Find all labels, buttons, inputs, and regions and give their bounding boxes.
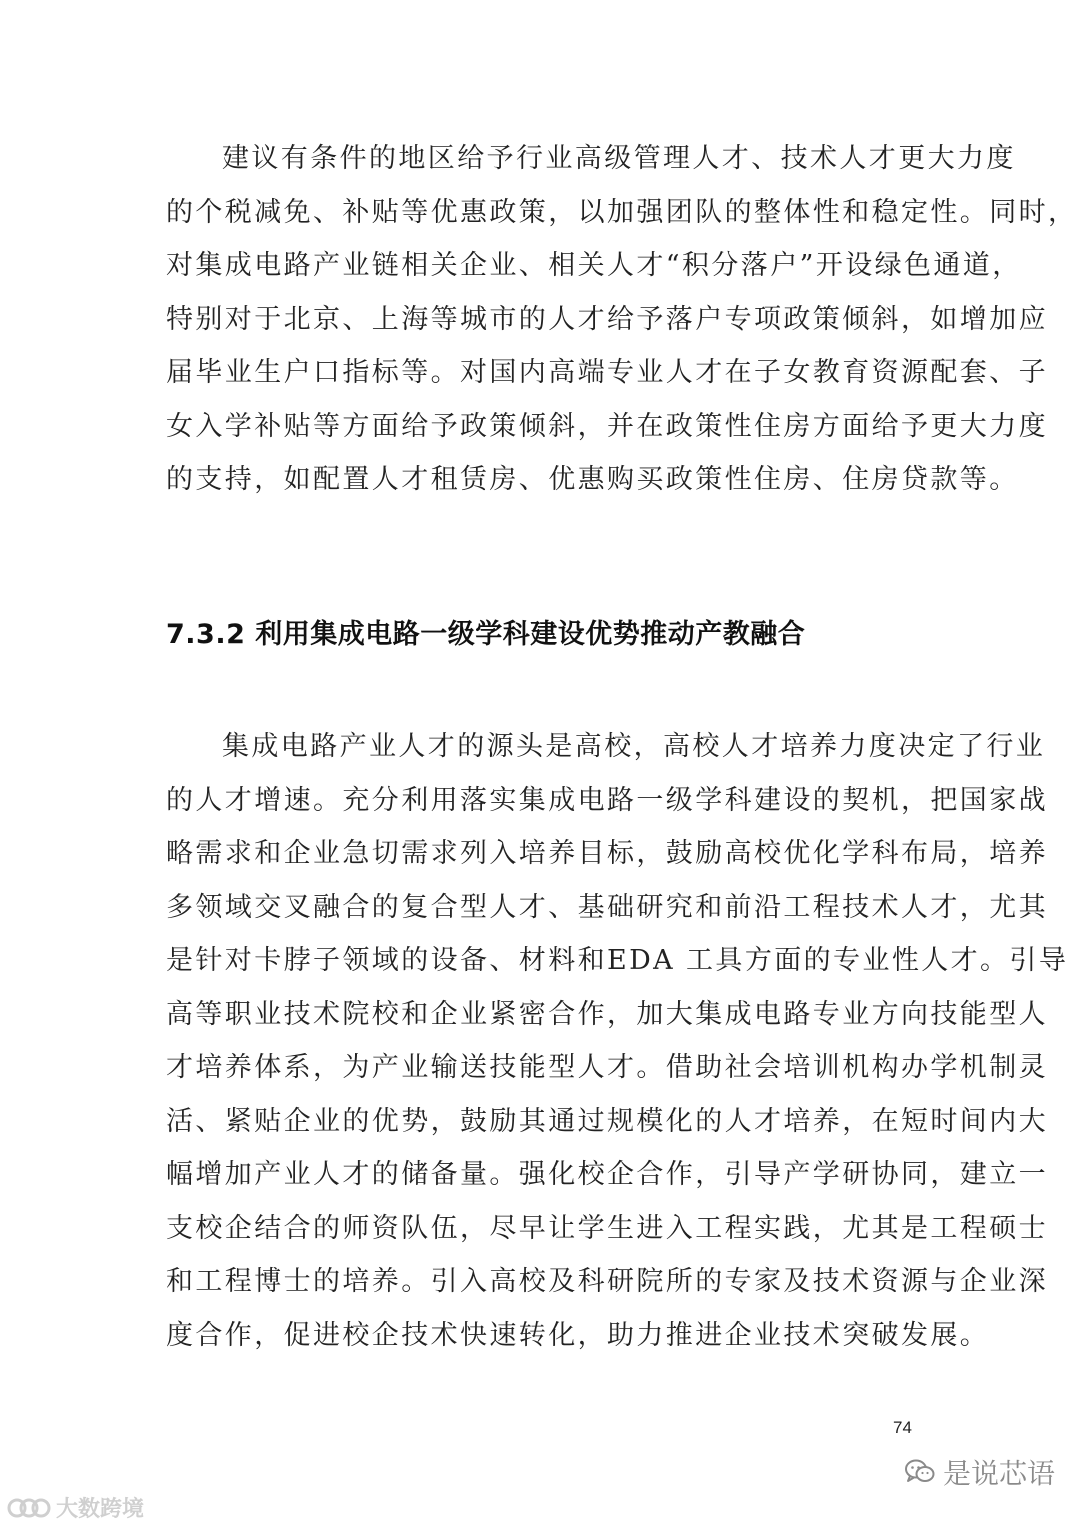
paragraph-line: 活、紧贴企业的优势，鼓励其通过规模化的人才培养，在短时间内大 bbox=[166, 1105, 1048, 1137]
paragraph-line: 女入学补贴等方面给予政策倾斜，并在政策性住房方面给予更大力度 bbox=[166, 410, 1048, 442]
site-watermark-text: 大数跨境 bbox=[56, 1497, 145, 1522]
link-logo-icon bbox=[6, 1497, 52, 1519]
site-watermark bbox=[6, 1492, 144, 1523]
paragraph-line: 的支持，如配置人才租赁房、优惠购买政策性住房、住房贷款等。 bbox=[166, 464, 1019, 495]
paragraph-line: 的个税减免、补贴等优惠政策，以加强团队的整体性和稳定性。同时， bbox=[166, 196, 1078, 228]
paragraph-line: 和工程博士的培养。引入高校及科研院所的专家及技术资源与企业深 bbox=[166, 1266, 1048, 1297]
paragraph-line: 支校企结合的师资队伍，尽早让学生进入工程实践，尤其是工程硕士 bbox=[166, 1212, 1048, 1244]
paragraph-line: 略需求和企业急切需求列入培养目标，鼓励高校优化学科布局，培养 bbox=[166, 838, 1048, 869]
paragraph-line: 是针对卡脖子领域的设备、材料和EDA 工具方面的专业性人才。引导 bbox=[166, 945, 1069, 976]
paragraph-line: 集成电路产业人才的源头是高校，高校人才培养力度决定了行业 bbox=[222, 731, 1046, 762]
paragraph-line: 特别对于北京、上海等城市的人才给予落户专项政策倾斜，如增加应 bbox=[166, 303, 1048, 335]
section-heading: 7.3.2 利用集成电路一级学科建设优势推动产教融合 bbox=[166, 619, 806, 650]
paragraph-line: 度合作，促进校企技术快速转化，助力推进企业技术突破发展。 bbox=[166, 1319, 990, 1351]
paragraph-line: 的人才增速。充分利用落实集成电路一级学科建设的契机，把国家战 bbox=[166, 784, 1048, 816]
paragraph-line: 幅增加产业人才的储备量。强化校企合作，引导产学研协同，建立一 bbox=[166, 1159, 1048, 1190]
paragraph-line: 对集成电路产业链相关企业、相关人才“积分落户”开设绿色通道， bbox=[166, 250, 1022, 281]
paragraph-2 bbox=[166, 720, 1069, 1362]
paragraph-line: 届毕业生户口指标等。对国内高端专业人才在子女教育资源配套、子 bbox=[166, 357, 1048, 388]
paragraph-line: 建议有条件的地区给予行业高级管理人才、技术人才更大力度 bbox=[222, 143, 1016, 174]
wechat-icon bbox=[905, 1459, 935, 1485]
paragraph-line: 多领域交叉融合的复合型人才、基础研究和前沿工程技术人才，尤其 bbox=[166, 891, 1048, 923]
wechat-watermark bbox=[905, 1452, 1055, 1492]
paragraph-line: 高等职业技术院校和企业紧密合作，加大集成电路专业方向技能型人 bbox=[166, 998, 1048, 1030]
wechat-account-name: 是说芯语 bbox=[943, 1457, 1056, 1490]
page-number: 74 bbox=[893, 1418, 912, 1437]
paragraph-1 bbox=[166, 132, 1078, 507]
paragraph-line: 才培养体系，为产业输送技能型人才。借助社会培训机构办学机制灵 bbox=[166, 1052, 1048, 1083]
